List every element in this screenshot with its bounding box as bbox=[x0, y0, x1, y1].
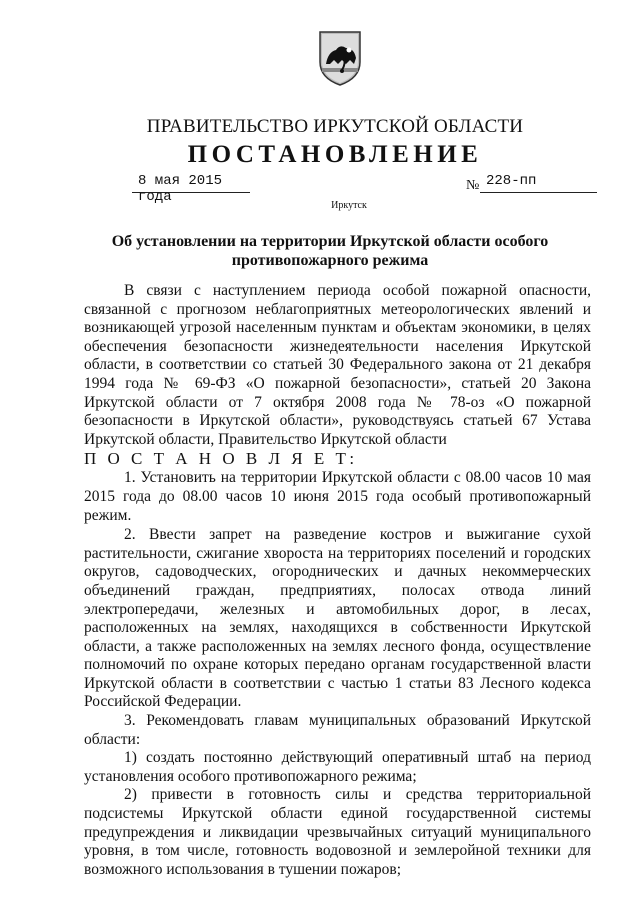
document-number: 228-пп bbox=[480, 173, 597, 193]
paragraph-1: 1. Установить на территории Иркутской области с 08.00 часов 10 мая 2015 года до 08.00 часов 10 июня 2015 года особый противопожарный режим. bbox=[84, 469, 591, 524]
decree-word: П О С Т А Н О В Л Я Е Т: bbox=[84, 449, 358, 469]
document-date: 8 мая 2015 года bbox=[132, 173, 250, 193]
paragraph-2: 2. Ввести запрет на разведение костров и выжигание сухой растительности, сжигание хвороста на территориях поселений и городских округов, садоводческих, огороднических и дачных некоммерческих объединений граждан, предприятиях, полосах отвода линий электропередачи, железных и автомобильных дорог, в лесах, расположенных на землях, находящихся в собственности Иркутской области, а также расположенных на землях лесного фонда, осуществление полномочий по охране которых передано органам государственной власти Иркутской области в соответствии с частью 1 статьи 83 Лесного кодекса Российской Федерации. bbox=[84, 526, 591, 711]
document-body bbox=[84, 282, 591, 879]
preamble: В связи с наступлением периода особой пожарной опасности, связанной с прогнозом неблагоприятных метеорологических явлений и возникающей угрозой населенным пунктам и объектам экономики, в целях обеспечения безопасности жизнедеятельности населения Иркутской области, в соответствии со статьей 30 Федерального закона от 21 декабря 1994 года № 69-ФЗ «О пожарной безопасности», статьей 20 Закона Иркутской области от 7 октября 2008 года № 78-оз «О пожарной безопасности в Иркутской области», руководствуясь статьей 67 Устава Иркутской области, Правительство Иркутской области bbox=[84, 282, 591, 448]
number-sign: № bbox=[466, 178, 480, 193]
paragraph-3-item-2: 2) привести в готовность силы и средства территориальной подсистемы Иркутской области единой государственной системы предупреждения и ликвидации чрезвычайных ситуаций муниципального уровня, в том числе, готовность водовозной и землеройной техники для возможного использования в тушении пожаров; bbox=[84, 786, 591, 878]
coat-of-arms-icon bbox=[316, 28, 364, 88]
government-name: ПРАВИТЕЛЬСТВО ИРКУТСКОЙ ОБЛАСТИ bbox=[146, 116, 524, 137]
paragraph-3: 3. Рекомендовать главам муниципальных образований Иркутской области: bbox=[84, 712, 591, 748]
document-type: ПОСТАНОВЛЕНИЕ bbox=[187, 141, 483, 168]
document-title: Об установлении на территории Иркутской области особого противопожарного режима bbox=[111, 233, 549, 269]
document-city: Иркутск bbox=[331, 200, 367, 211]
paragraph-3-item-1: 1) создать постоянно действующий оперативный штаб на период установления особого противопожарного режима; bbox=[84, 749, 591, 785]
